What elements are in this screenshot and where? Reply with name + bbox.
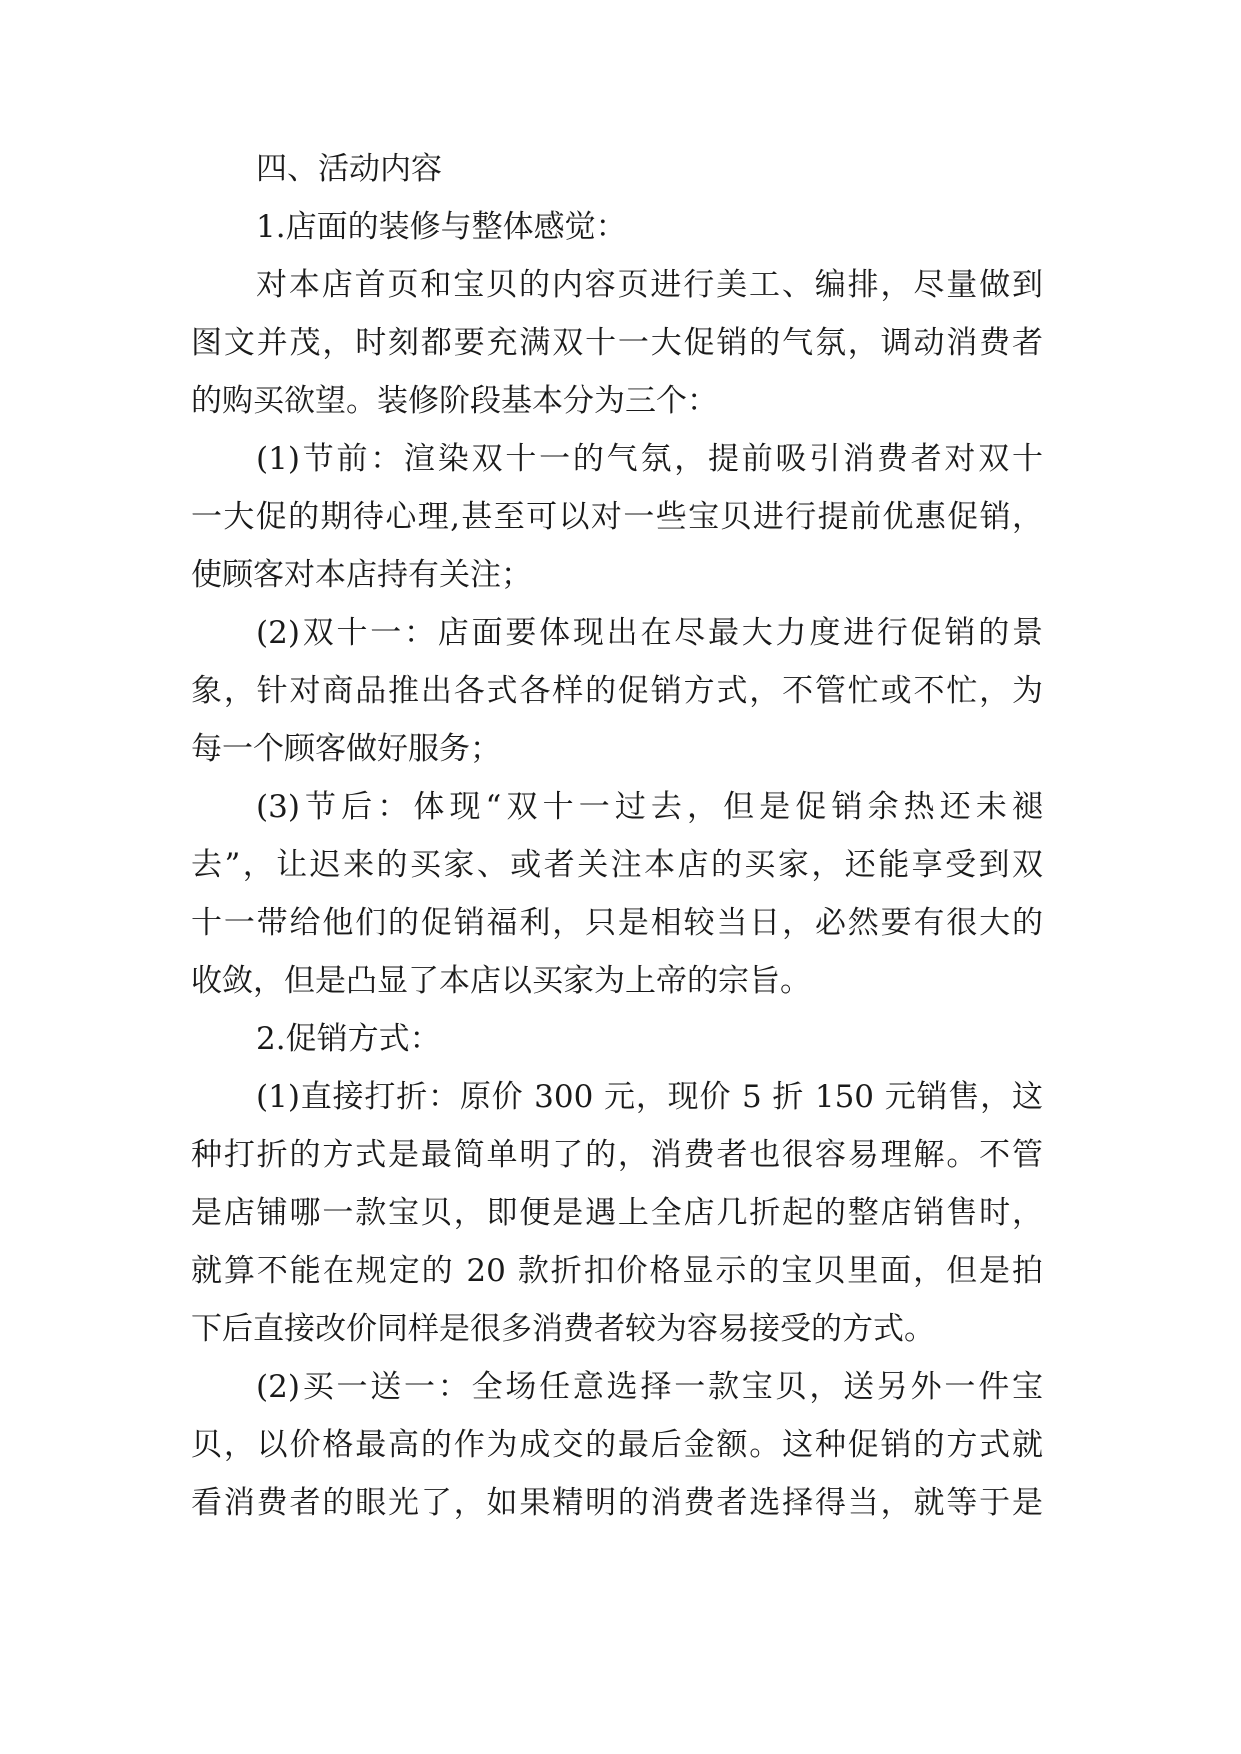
paragraph-line: 十一带给他们的促销福利，只是相较当日，必然要有很大的 <box>191 905 1043 941</box>
subsection-heading: 1.店面的装修与整体感觉： <box>256 209 627 245</box>
paragraph-line: 贝，以价格最高的作为成交的最后金额。这种促销的方式就 <box>191 1427 1043 1463</box>
paragraph-line: 一大促的期待心理,甚至可以对一些宝贝进行提前优惠促销， <box>191 499 1043 535</box>
paragraph-line: 是店铺哪一款宝贝，即便是遇上全店几折起的整店销售时， <box>191 1195 1043 1231</box>
paragraph-line: 收敛，但是凸显了本店以买家为上帝的宗旨。 <box>191 963 811 999</box>
paragraph-line: (3)节后：体现“双十一过去，但是促销余热还未褪 <box>256 789 1043 825</box>
paragraph-line: 使顾客对本店持有关注； <box>191 557 532 593</box>
paragraph-line: (2)买一送一：全场任意选择一款宝贝，送另外一件宝 <box>256 1369 1043 1405</box>
paragraph-line: 图文并茂，时刻都要充满双十一大促销的气氛，调动消费者 <box>191 325 1043 361</box>
subsection-heading: 2.促销方式： <box>256 1021 441 1057</box>
paragraph-line: 下后直接改价同样是很多消费者较为容易接受的方式。 <box>191 1311 935 1347</box>
paragraph-line: 就算不能在规定的 20 款折扣价格显示的宝贝里面，但是拍 <box>191 1253 1043 1289</box>
paragraph-line: (1)节前：渲染双十一的气氛，提前吸引消费者对双十 <box>256 441 1043 477</box>
paragraph-line: (1)直接打折：原价 300 元，现价 5 折 150 元销售，这 <box>256 1079 1043 1115</box>
paragraph-line: 对本店首页和宝贝的内容页进行美工、编排，尽量做到 <box>256 267 1043 303</box>
paragraph-line: 每一个顾客做好服务； <box>191 731 501 767</box>
paragraph-line: (2)双十一：店面要体现出在尽最大力度进行促销的景 <box>256 615 1043 651</box>
paragraph-line: 象，针对商品推出各式各样的促销方式，不管忙或不忙，为 <box>191 673 1043 709</box>
paragraph-line: 种打折的方式是最简单明了的，消费者也很容易理解。不管 <box>191 1137 1043 1173</box>
paragraph-line: 的购买欲望。装修阶段基本分为三个： <box>191 383 718 419</box>
paragraph-line: 去”，让迟来的买家、或者关注本店的买家，还能享受到双 <box>191 847 1043 883</box>
section-heading: 四、活动内容 <box>256 151 442 187</box>
paragraph-line: 看消费者的眼光了，如果精明的消费者选择得当，就等于是 <box>191 1485 1043 1521</box>
